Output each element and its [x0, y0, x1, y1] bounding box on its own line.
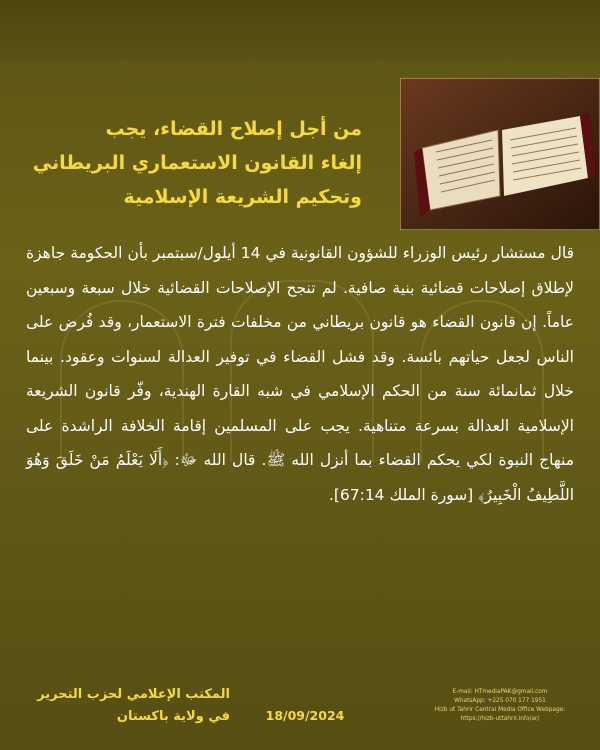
- headline: [32, 112, 362, 214]
- quran-image: [400, 78, 600, 230]
- headline-line: إلغاء القانون الاستعماري البريطاني: [32, 152, 362, 174]
- top-band: [0, 0, 600, 60]
- webpage-url: https://hizb-uttahrir.info/ar/: [460, 716, 540, 722]
- webpage-label: Hizb ut Tahrir Central Media Office Webpage:: [434, 707, 566, 713]
- contact-info: [412, 688, 588, 724]
- office-line: في ولاية باكستان: [116, 709, 230, 724]
- office-line: المكتب الإعلامي لحزب التحرير: [37, 687, 230, 702]
- whatsapp: WhatsApp: +225 070 177 1951: [454, 698, 546, 704]
- email: E-mail: HTmediaPAK@gmail.com: [452, 689, 548, 695]
- article-body: قال مستشار رئيس الوزراء للشؤون القانونية في 14 أيلول/سبتمبر بأن الحكومة جاهزة لإطلاق إصلاحات قضائية بنية صافية. لم تنجح الإصلاحات القضائية خلال سبعة وسبعين عاماً. إن قانون القضاء هو قانون بريطاني من مخلفات فترة الاستعمار، وقد فُرض على الناس لجعل حياتهم بائسة. وقد فشل القضاء في توفير العدالة لسنوات وعقود. بينما خلال ثمانمائة سنة من الحكم الإسلامي في شبه القارة الهندية، وفّر قانون الشريعة الإسلامية العدالة بسرعة متناهية. يجب على المسلمين إقامة الخلافة الراشدة على منهاج النبوة لكي يحكم القضاء بما أنزل الله ﷺ. قال الله ﷻ: ﴿أَلَا يَعْلَمُ مَنْ خَلَقَ وَهُوَ اللَّطِيفُ الْخَبِيرُ﴾ [سورة الملك 67:14].: [26, 244, 574, 504]
- headline-line: وتحكيم الشريعة الإسلامية: [123, 186, 362, 208]
- release-date: 18/09/2024: [265, 708, 345, 723]
- media-office-name: [20, 684, 230, 728]
- headline-line: من أجل إصلاح القضاء، يجب: [105, 118, 362, 140]
